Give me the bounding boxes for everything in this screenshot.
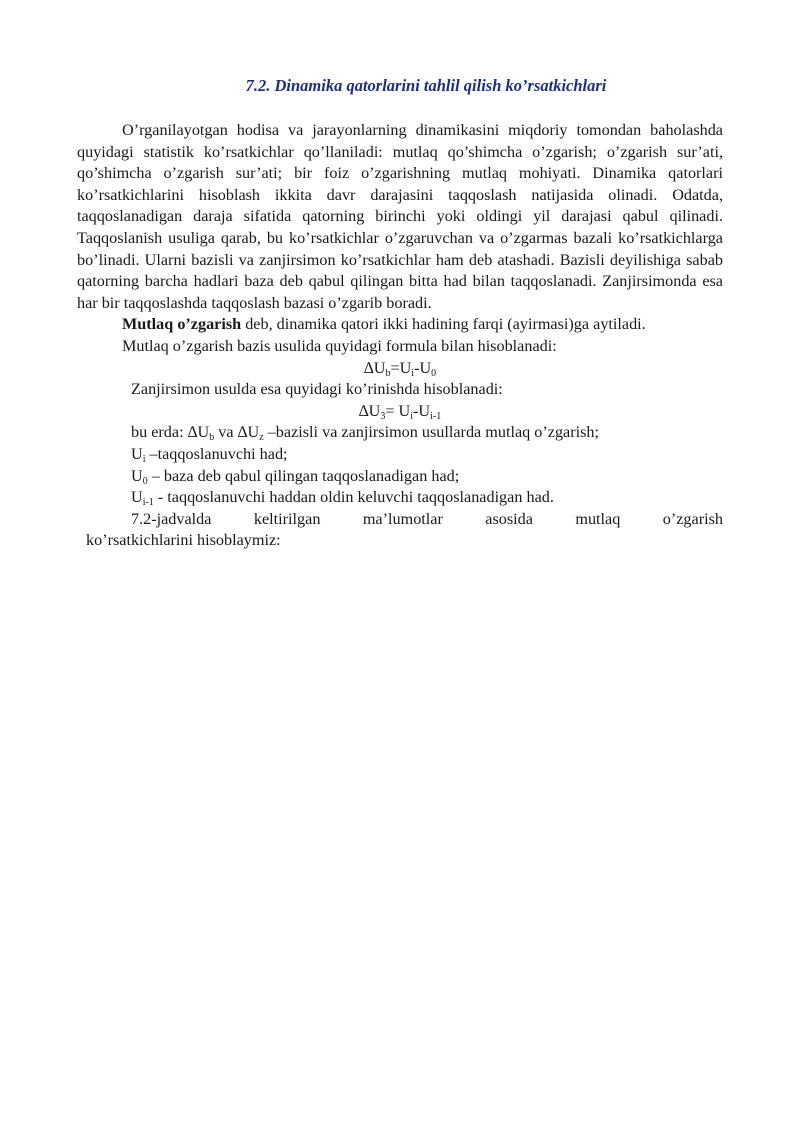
chain-method-line: Zanjirsimon usulda esa quyidagi ko’rinishda hisoblanadi: (131, 380, 503, 399)
paragraph-intro: O’rganilayotgan hodisa va jarayonlarning dinamikasini miqdoriy tomondan baholashda quyidagi statistik ko’rsatkichlar qo’llaniladi: mutlaq qo’shimcha o’zgarish; o’zgarish sur’ati, qo’shimcha o’zgarish sur’ati; bir foiz o’zgarishning mutlaq mohiyati. Dinamika qatorlari ko’rsatkichlarini hisoblash ikkita davr darajasini taqqoslash natijasida olinadi. Odatda, taqqoslanadigan daraja sifatida qatorning birinchi yoki oldingi yil darajasi qabul qilinadi. Taqqoslanish usuliga qarab, bu ko’rsatkichlar o’zgaruvchan va o’zgarmas bazali ko’rsatkichlarga bo’linadi. Ularni bazisli va zanjirsimon ko’rsatkichlar ham deb atashadi. Bazisli deyilishiga sabab qatorning barcha hadlari baza deb qabul qilingan bitta had bilan taqqoslanadi. Zanjirsimonda esa har bir taqqoslashda taqqoslash bazasi o’zgarib boradi. (77, 121, 723, 312)
definition-ui: $U_i$ –taqqoslanuvchi had; (131, 444, 288, 465)
definition-u0: $U_0$ – baza deb qabul qilingan taqqoslanadigan had; (131, 466, 460, 487)
final-line-2: ko’rsatkichlarini hisoblaymiz: (86, 531, 281, 550)
where-line: bu erda: $\Delta U_b$ va $\Delta U_z$ –bazisli va zanjirsimon usullarda mutlaq o’zgarish; (131, 423, 600, 444)
section-heading: 7.2. Dinamika qatorlarini tahlil qilish ko’rsatkichlari (245, 76, 607, 95)
term-mutlaq-ozgarish: Mutlaq o’zgarish (122, 315, 242, 334)
formula-chain: $\Delta U_3= U_i-U_{i-1}$ (358, 401, 442, 422)
definition-ui-1: $U_{i-1}$ - taqqoslanuvchi haddan oldin keluvchi taqqoslanadigan had. (131, 488, 554, 509)
final-line-1: 7.2-jadvalda keltirilgan ma’lumotlar asosida mutlaq o’zgarish (131, 509, 723, 528)
formula-basis: $\Delta U_b=U_i-U_0$ (363, 358, 437, 379)
definition-text: deb, dinamika qatori ikki hadining farqi (ayirmasi)ga aytiladi. (241, 315, 646, 334)
basis-method-line: Mutlaq o’zgarish bazis usulida quyidagi formula bilan hisoblanadi: (122, 336, 557, 355)
document-body (77, 120, 723, 552)
paragraph-definition (77, 314, 723, 336)
